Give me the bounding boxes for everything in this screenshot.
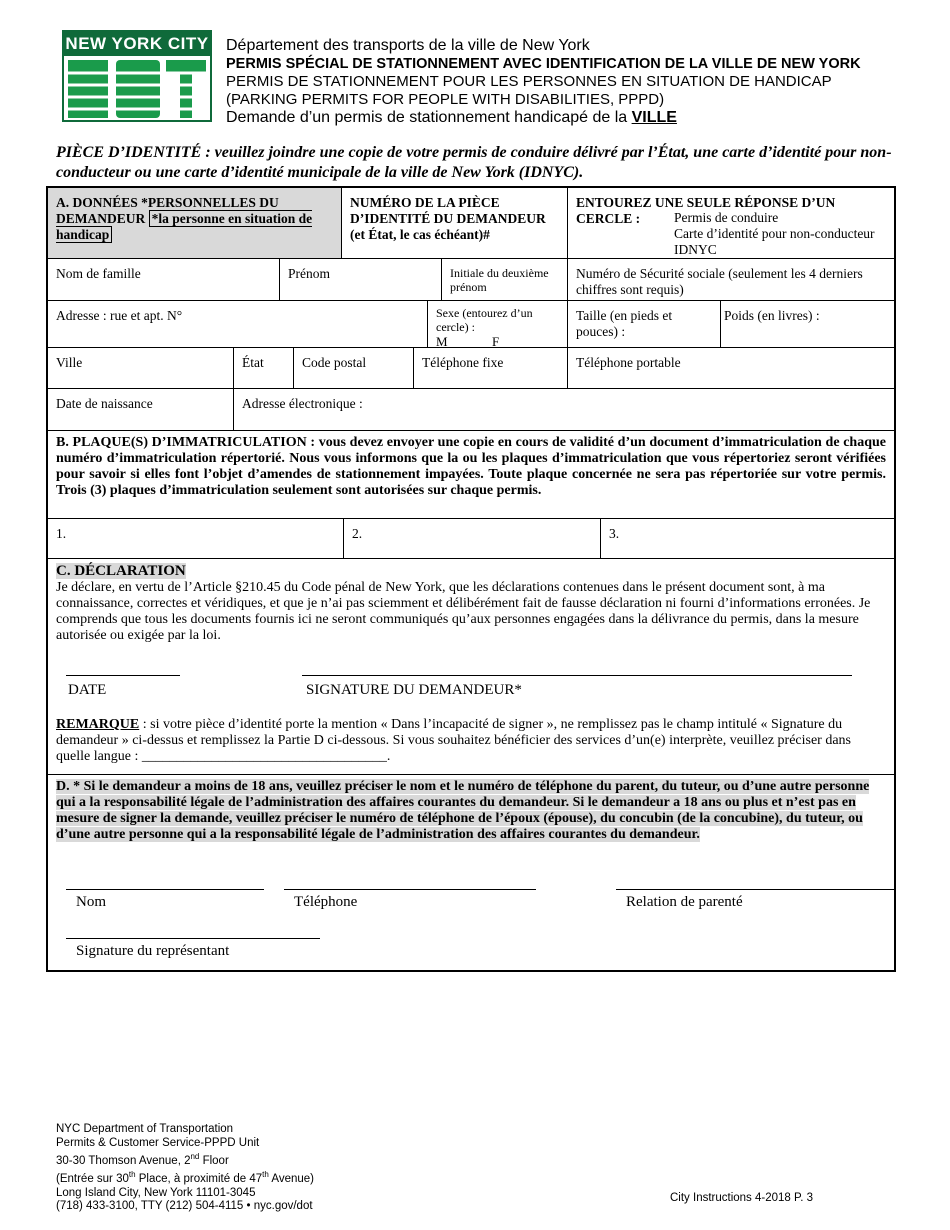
id-number-sublabel: (et État, le cas échéant)#	[350, 227, 490, 242]
id-type-idnyc[interactable]: IDNYC	[674, 242, 717, 257]
header-english: (PARKING PERMITS FOR PEOPLE WITH DISABILITIES, PPPD)	[226, 91, 665, 108]
page-reference: City Instructions 4-2018 P. 3	[670, 1192, 813, 1204]
guardian-relation-label: Relation de parenté	[626, 894, 743, 910]
id-number-field[interactable]	[342, 188, 568, 259]
rep-signature-label: Signature du représentant	[76, 943, 230, 959]
last-name-label: Nom de famille	[56, 266, 141, 281]
mobile-label: Téléphone portable	[576, 355, 681, 370]
header-subtitle: PERMIS DE STATIONNEMENT POUR LES PERSONNES EN SITUATION DE HANDICAP	[226, 73, 832, 90]
date-line[interactable]	[66, 675, 180, 676]
section-b-text: vous devez envoyer une copie en cours de validité d’un document d’immatriculation de chaque numéro d’immatriculation répertorié. Nous vous informons que la ou les plaques d’immatriculation que vous répertoriez seront vérifiées pour savoir si elles font l’objet d’amendes de stationnement impayées. Toute plaque concernée ne sera pas répertoriée sur votre permis. Trois (3) plaques d’immatriculation seulement sont autorisées sur chaque permis.	[56, 435, 887, 498]
footer-line-3	[56, 1150, 314, 1168]
sex-label: Sexe (entourez d’un cercle) :	[436, 306, 533, 334]
landline-field[interactable]	[414, 348, 568, 389]
middle-initial-field[interactable]	[442, 259, 568, 301]
dot-logo-icon	[64, 58, 210, 120]
section-a-title	[48, 188, 342, 259]
guardian-name-line[interactable]	[66, 889, 264, 890]
city-field[interactable]	[48, 348, 234, 389]
email-field[interactable]	[234, 389, 894, 431]
weight-field[interactable]	[721, 301, 894, 348]
remark-text: : si votre pièce d’identité porte la mention « Dans l’incapacité de signer », ne remplissez pas le champ intitulé « Signature du demandeur » ci-dessus et remplissez la Partie D ci-dessous. Si vous souhaitez bénéficier des services d’un(e) interprète, veuillez préciser dans quelle langue : ___________________________________.	[56, 717, 851, 764]
plate-1-field[interactable]	[48, 519, 344, 559]
footer-line-4b: Place, à proximité de 47	[135, 1173, 263, 1186]
nyc-dot-logo	[62, 30, 212, 122]
address-field[interactable]	[48, 301, 428, 348]
first-name-field[interactable]	[280, 259, 442, 301]
footer-address	[56, 1123, 314, 1214]
header-department: Département des transports de la ville de New York	[226, 37, 590, 54]
footer-line-3a: 30-30 Thomson Avenue, 2	[56, 1154, 191, 1167]
signature-label: SIGNATURE DU DEMANDEUR*	[306, 682, 522, 698]
section-c-title: C. DÉCLARATION	[56, 563, 186, 579]
footer-line-3-sup: nd	[190, 1152, 200, 1161]
email-label: Adresse électronique :	[242, 396, 363, 411]
zip-label: Code postal	[302, 355, 367, 370]
dob-field[interactable]	[48, 389, 234, 431]
height-label: Taille (en pieds et pouces) :	[576, 308, 673, 339]
height-field[interactable]	[568, 301, 721, 348]
rep-signature-line[interactable]	[66, 938, 320, 939]
first-name-label: Prénom	[288, 266, 330, 281]
plate-3-field[interactable]	[601, 519, 894, 559]
footer-line-4-sup2: th	[262, 1170, 269, 1180]
plate-2-field[interactable]	[344, 519, 601, 559]
guardian-relation-line[interactable]	[616, 889, 894, 890]
footer-line-2: Permits & Customer Service-PPPD Unit	[56, 1136, 260, 1149]
header-application-text: Demande d’un permis de stationnement handicapé de la	[226, 109, 632, 126]
zip-field[interactable]	[294, 348, 414, 389]
date-label: DATE	[68, 682, 107, 698]
header-application	[226, 109, 677, 127]
footer-line-4-sup1: th	[128, 1170, 136, 1180]
ssn-label: Numéro de Sécurité sociale (seulement les 4 derniers chiffres sont requis)	[576, 266, 863, 297]
id-type-non-driver[interactable]: Carte d’identité pour non-conducteur	[674, 226, 875, 241]
id-type-drivers-license[interactable]: Permis de conduire	[674, 210, 779, 225]
city-label: Ville	[56, 355, 83, 370]
remark-label: REMARQUE	[56, 717, 140, 732]
guardian-phone-line[interactable]	[284, 889, 536, 890]
footer-line-4c: Avenue)	[268, 1173, 314, 1186]
sex-field[interactable]	[428, 301, 568, 348]
last-name-field[interactable]	[48, 259, 280, 301]
disabled-person-note: *la personne en situation de handicap	[56, 211, 313, 242]
guardian-name-label: Nom	[76, 894, 106, 910]
mobile-field[interactable]	[568, 348, 894, 389]
footer-line-4a: (Entrée sur 30	[56, 1173, 129, 1186]
section-d	[48, 775, 894, 970]
remark	[56, 717, 886, 765]
id-type-choice[interactable]	[568, 188, 894, 259]
sex-option-m[interactable]: M	[436, 334, 448, 349]
section-b	[48, 431, 894, 519]
sex-option-f[interactable]: F	[492, 334, 500, 349]
declaration-text: Je déclare, en vertu de l’Article §210.45 du Code pénal de New York, que les déclarations contenues dans le présent document sont, à ma connaissance, correctes et véridiques, et que je n’ai pas sciemment et délibérément fait de fausse déclaration ni fourni d’informations erronées. Je comprends que tous les documents fournis ici ne seront communiqués qu’aux personnes engagées dans la délivrance du permis, dans la mesure autorisée ou exigée par la loi.	[56, 580, 871, 643]
plate-1-label: 1.	[56, 526, 67, 541]
section-c	[48, 559, 894, 775]
logo-top-text: NEW YORK CITY	[64, 32, 210, 56]
section-d-text: D. * Si le demandeur a moins de 18 ans, veuillez préciser le nom et le numéro de téléphone du parent, du tuteur, ou d’une autre personne qui a la responsabilité légale de l’administration des affaires courantes du demandeur. Si le demandeur a 18 ans ou plus et n’est pas en mesure de signer la demande, veuillez préciser le numéro de téléphone de l’époux (épouse), du concubin (de la concubine), du tuteur, ou d’une autre personne qui a la responsabilité légale de l’administration des affaires courantes du demandeur.	[56, 779, 870, 842]
weight-label: Poids (en livres) :	[724, 308, 820, 323]
landline-label: Téléphone fixe	[422, 355, 504, 370]
middle-initial-label: Initiale du deuxième prénom	[450, 266, 549, 294]
state-field[interactable]	[234, 348, 294, 389]
footer-line-5: Long Island City, New York 11101-3045	[56, 1186, 256, 1199]
id-number-label: NUMÉRO DE LA PIÈCE D’IDENTITÉ DU DEMANDEUR	[350, 195, 546, 226]
section-a-title-text: A. DONNÉES *PERSONNELLES DU DEMANDEUR	[56, 195, 279, 226]
guardian-phone-label: Téléphone	[294, 894, 358, 910]
application-form	[46, 186, 896, 972]
footer-line-1: NYC Department of Transportation	[56, 1123, 234, 1135]
state-label: État	[242, 355, 264, 370]
footer-line-4	[56, 1168, 314, 1186]
signature-line[interactable]	[302, 675, 852, 676]
header-title: PERMIS SPÉCIAL DE STATIONNEMENT AVEC IDENTIFICATION DE LA VILLE DE NEW YORK	[226, 56, 861, 72]
ssn-field[interactable]	[568, 259, 894, 301]
plate-2-label: 2.	[352, 526, 363, 541]
section-b-title: B. PLAQUE(S) D’IMMATRICULATION :	[56, 435, 316, 450]
id-type-title: ENTOUREZ UNE SEULE RÉPONSE D’UN CERCLE :	[576, 195, 836, 226]
footer-line-3b: Floor	[199, 1154, 229, 1167]
dob-label: Date de naissance	[56, 396, 153, 411]
address-label: Adresse : rue et apt. N°	[56, 308, 183, 323]
id-notice: PIÈCE D’IDENTITÉ : veuillez joindre une copie de votre permis de conduire délivré par l’État, une carte d’identité pour non-conducteur ou une carte d’identité municipale de la ville de New York (IDNYC).	[56, 144, 892, 181]
plate-3-label: 3.	[609, 526, 620, 541]
footer-line-6[interactable]: (718) 433-3100, TTY (212) 504-4115 • nyc.gov/dot	[56, 1200, 313, 1213]
header-ville: VILLE	[631, 109, 677, 126]
